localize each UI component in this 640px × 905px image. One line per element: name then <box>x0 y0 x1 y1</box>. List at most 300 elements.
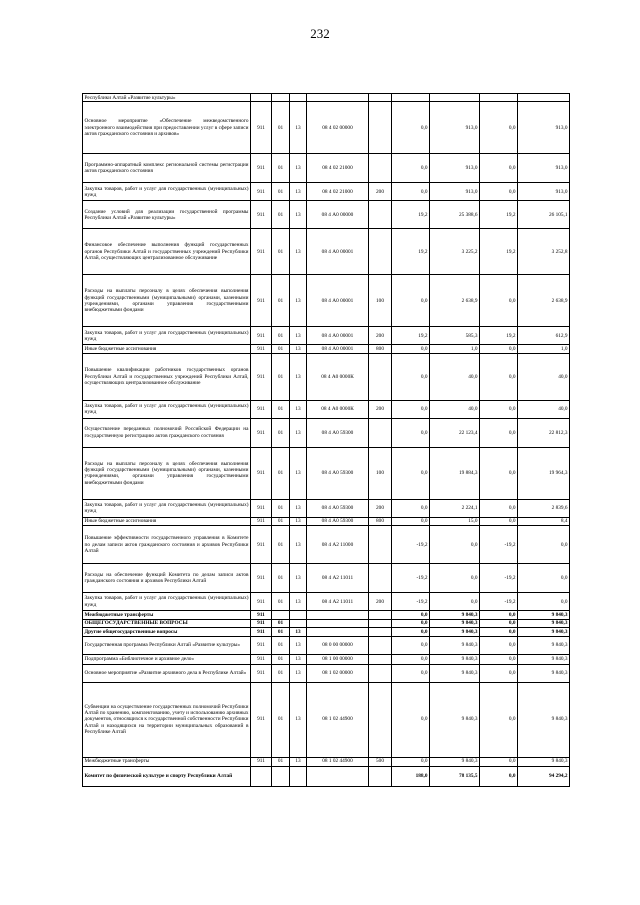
subsection-code-cell: 13 <box>290 229 307 275</box>
target-article-cell: 08 4 02 21000 <box>307 183 369 201</box>
subsection-code-cell: 13 <box>290 517 307 525</box>
target-article-cell: 08 4 А2 11011 <box>307 564 369 593</box>
amount-4-cell: 1,0 <box>518 345 570 353</box>
amount-1-cell <box>392 94 430 102</box>
section-code-cell: 01 <box>272 102 290 154</box>
amount-4-cell: 612,9 <box>518 327 570 345</box>
amount-3-cell: -19,2 <box>480 564 518 593</box>
target-article-cell: 08 4 А0 00001 <box>307 275 369 327</box>
target-article-cell: 08 1 00 00000 <box>307 654 369 664</box>
target-article-cell: 08 4 02 21000 <box>307 154 369 183</box>
grbs-code-cell: 911 <box>251 564 272 593</box>
amount-2-cell: 0,0 <box>430 526 480 564</box>
grbs-code-cell <box>251 766 272 786</box>
amount-4-cell: 19 964,3 <box>518 447 570 499</box>
section-code-cell <box>272 766 290 786</box>
table-row <box>83 682 570 757</box>
section-code-cell: 01 <box>272 229 290 275</box>
section-code-cell: 01 <box>272 353 290 400</box>
section-code-cell: 01 <box>272 183 290 201</box>
subsection-code-cell: 13 <box>290 628 307 636</box>
target-article-cell: 08 1 02 00000 <box>307 664 369 682</box>
subsection-code-cell: 13 <box>290 664 307 682</box>
amount-1-cell: 0,0 <box>392 628 430 636</box>
amount-2-cell: 585,3 <box>430 327 480 345</box>
table-row <box>83 345 570 353</box>
subsection-code-cell: 13 <box>290 353 307 400</box>
amount-3-cell: 19,2 <box>480 229 518 275</box>
target-article-cell: 08 4 А0 59300 <box>307 418 369 447</box>
amount-4-cell: 9 840,3 <box>518 664 570 682</box>
amount-1-cell: 0,0 <box>392 418 430 447</box>
row-name-cell: Финансовое обеспечение выполнения функций государственных органов Республики Алтай и государственных учреждений Республики Алтай, осуществляющих централизованное обслуживание <box>83 229 251 275</box>
amount-2-cell: 1,0 <box>430 345 480 353</box>
amount-1-cell: 0,0 <box>392 682 430 757</box>
amount-3-cell: 0,0 <box>480 154 518 183</box>
amount-4-cell: 8,4 <box>518 517 570 525</box>
table-row <box>83 275 570 327</box>
section-code-cell: 01 <box>272 275 290 327</box>
amount-2-cell: 25 388,6 <box>430 201 480 229</box>
amount-4-cell: 2 839,6 <box>518 499 570 517</box>
expense-type-cell: 800 <box>369 345 392 353</box>
amount-2-cell: 15,0 <box>430 517 480 525</box>
amount-3-cell: 0,0 <box>480 499 518 517</box>
expense-type-cell <box>369 154 392 183</box>
grbs-code-cell: 911 <box>251 682 272 757</box>
row-name-cell: Основное мероприятие «Обеспечение межведомственного электронного взаимодействия при предоставлении услуг в сфере записи актов гражданского состояния и архивов» <box>83 102 251 154</box>
grbs-code-cell: 911 <box>251 201 272 229</box>
amount-3-cell: 0,0 <box>480 682 518 757</box>
amount-2-cell: 9 840,3 <box>430 757 480 766</box>
expense-type-cell <box>369 418 392 447</box>
section-code-cell: 01 <box>272 400 290 418</box>
expense-type-cell: 100 <box>369 447 392 499</box>
section-code-cell: 01 <box>272 628 290 636</box>
amount-4-cell: 913,0 <box>518 102 570 154</box>
section-code-cell <box>272 611 290 619</box>
row-name-cell: Повышение эффективности государственного управления в Комитете по делам записи актов гражданского состояния и архивов Республики Алтай <box>83 526 251 564</box>
table-row <box>83 766 570 786</box>
row-name-cell: Программно-аппаратный комплекс региональной системы регистрации актов гражданского состояния <box>83 154 251 183</box>
amount-3-cell: 0,0 <box>480 766 518 786</box>
target-article-cell <box>307 766 369 786</box>
amount-1-cell: 0,0 <box>392 345 430 353</box>
expense-type-cell: 200 <box>369 183 392 201</box>
table-row <box>83 353 570 400</box>
section-code-cell: 01 <box>272 201 290 229</box>
page-number: 232 <box>310 26 330 41</box>
subsection-code-cell <box>290 611 307 619</box>
expense-type-cell: 200 <box>369 327 392 345</box>
amount-2-cell: 9 840,3 <box>430 619 480 627</box>
subsection-code-cell: 13 <box>290 183 307 201</box>
target-article-cell: 08 1 02 44900 <box>307 682 369 757</box>
section-code-cell: 01 <box>272 757 290 766</box>
subsection-code-cell <box>290 619 307 627</box>
row-name-cell: Подпрограмма «Библиотечное и архивное дело» <box>83 654 251 664</box>
subsection-code-cell <box>290 766 307 786</box>
amount-4-cell: 3 252,8 <box>518 229 570 275</box>
grbs-code-cell: 911 <box>251 593 272 611</box>
target-article-cell: 08 1 02 44900 <box>307 757 369 766</box>
row-name-cell: Расходы на выплаты персоналу в целях обеспечения выполнения функций государственными (муниципальными) органами, казенными учреждениями, органами управления государственными внебюджетными фондами <box>83 447 251 499</box>
amount-3-cell: 0,0 <box>480 664 518 682</box>
table-row <box>83 526 570 564</box>
target-article-cell: 08 4 А0 59300 <box>307 517 369 525</box>
amount-2-cell: 9 840,3 <box>430 611 480 619</box>
amount-3-cell: 0,0 <box>480 517 518 525</box>
expense-type-cell <box>369 611 392 619</box>
amount-4-cell: 22 812,3 <box>518 418 570 447</box>
amount-2-cell: 9 840,3 <box>430 654 480 664</box>
amount-3-cell: 0,0 <box>480 619 518 627</box>
amount-3-cell: 0,0 <box>480 654 518 664</box>
amount-3-cell: 0,0 <box>480 628 518 636</box>
table-row <box>83 757 570 766</box>
section-code-cell: 01 <box>272 499 290 517</box>
expense-type-cell <box>369 682 392 757</box>
amount-1-cell: 188,0 <box>392 766 430 786</box>
amount-4-cell: 40,0 <box>518 353 570 400</box>
section-code-cell: 01 <box>272 664 290 682</box>
table-row <box>83 447 570 499</box>
expense-type-cell: 200 <box>369 400 392 418</box>
amount-2-cell: 78 135,5 <box>430 766 480 786</box>
grbs-code-cell: 911 <box>251 664 272 682</box>
target-article-cell: 08 4 02 00000 <box>307 102 369 154</box>
grbs-code-cell: 911 <box>251 418 272 447</box>
grbs-code-cell: 911 <box>251 183 272 201</box>
table-row <box>83 400 570 418</box>
row-name-cell: Иные бюджетные ассигнования <box>83 345 251 353</box>
amount-1-cell: 0,0 <box>392 499 430 517</box>
grbs-code-cell: 911 <box>251 654 272 664</box>
amount-4-cell: 9 840,3 <box>518 611 570 619</box>
table-row <box>83 654 570 664</box>
table-row <box>83 154 570 183</box>
section-code-cell: 01 <box>272 564 290 593</box>
amount-4-cell: 913,0 <box>518 154 570 183</box>
expense-type-cell <box>369 564 392 593</box>
expense-type-cell <box>369 94 392 102</box>
expense-type-cell: 100 <box>369 275 392 327</box>
amount-1-cell: 0,0 <box>392 275 430 327</box>
grbs-code-cell: 911 <box>251 757 272 766</box>
amount-3-cell: 0,0 <box>480 611 518 619</box>
row-name-cell: Закупка товаров, работ и услуг для государственных (муниципальных) нужд <box>83 183 251 201</box>
subsection-code-cell: 13 <box>290 154 307 183</box>
row-name-cell: Субвенции на осуществление государственных полномочий Республики Алтай по хранению, комплектованию, учету и использованию архивных документов, относящихся к государственной собственности Республики Алтай и находящихся на территории муниципальных образований в Республике Алтай <box>83 682 251 757</box>
amount-4-cell: 9 840,3 <box>518 654 570 664</box>
table-row <box>83 619 570 627</box>
grbs-code-cell: 911 <box>251 154 272 183</box>
target-article-cell: 08 4 А0 0000К <box>307 400 369 418</box>
table-row <box>83 628 570 636</box>
section-code-cell <box>272 94 290 102</box>
row-name-cell: Межбюджетные трансферты <box>83 757 251 766</box>
table-row <box>83 229 570 275</box>
table-row <box>83 593 570 611</box>
amount-2-cell: 9 840,3 <box>430 682 480 757</box>
grbs-code-cell: 911 <box>251 611 272 619</box>
expense-type-cell <box>369 201 392 229</box>
subsection-code-cell: 13 <box>290 564 307 593</box>
amount-3-cell: 0,0 <box>480 418 518 447</box>
table-row <box>83 94 570 102</box>
section-code-cell: 01 <box>272 636 290 654</box>
amount-2-cell: 0,0 <box>430 593 480 611</box>
grbs-code-cell: 911 <box>251 327 272 345</box>
subsection-code-cell: 13 <box>290 447 307 499</box>
amount-2-cell: 0,0 <box>430 564 480 593</box>
grbs-code-cell: 911 <box>251 619 272 627</box>
subsection-code-cell: 13 <box>290 757 307 766</box>
row-name-cell: Закупка товаров, работ и услуг для государственных (муниципальных) нужд <box>83 327 251 345</box>
amount-4-cell: 9 840,3 <box>518 636 570 654</box>
subsection-code-cell: 13 <box>290 345 307 353</box>
section-code-cell: 01 <box>272 345 290 353</box>
amount-4-cell: 9 840,3 <box>518 628 570 636</box>
section-code-cell: 01 <box>272 593 290 611</box>
amount-4-cell: 9 840,3 <box>518 682 570 757</box>
amount-2-cell: 40,0 <box>430 353 480 400</box>
amount-3-cell: -19,2 <box>480 526 518 564</box>
subsection-code-cell: 13 <box>290 682 307 757</box>
row-name-cell: Межбюджетные трансферты <box>83 611 251 619</box>
table-row <box>83 418 570 447</box>
target-article-cell: 08 4 А2 11011 <box>307 593 369 611</box>
subsection-code-cell: 13 <box>290 499 307 517</box>
grbs-code-cell: 911 <box>251 345 272 353</box>
target-article-cell: 08 4 А0 00001 <box>307 229 369 275</box>
section-code-cell: 01 <box>272 654 290 664</box>
target-article-cell <box>307 628 369 636</box>
expense-type-cell <box>369 619 392 627</box>
amount-1-cell: 0,0 <box>392 517 430 525</box>
target-article-cell: 08 4 А0 00001 <box>307 345 369 353</box>
amount-2-cell: 9 840,3 <box>430 628 480 636</box>
table-row <box>83 636 570 654</box>
grbs-code-cell: 911 <box>251 636 272 654</box>
grbs-code-cell: 911 <box>251 353 272 400</box>
grbs-code-cell <box>251 94 272 102</box>
amount-1-cell: 0,0 <box>392 757 430 766</box>
subsection-code-cell: 13 <box>290 593 307 611</box>
table-row <box>83 201 570 229</box>
subsection-code-cell: 13 <box>290 327 307 345</box>
subsection-code-cell: 13 <box>290 636 307 654</box>
row-name-cell: Другие общегосударственные вопросы <box>83 628 251 636</box>
table-row <box>83 327 570 345</box>
amount-3-cell: 0,0 <box>480 757 518 766</box>
amount-1-cell: -19,2 <box>392 564 430 593</box>
expense-type-cell <box>369 664 392 682</box>
target-article-cell: 08 4 А2 11000 <box>307 526 369 564</box>
expense-type-cell <box>369 636 392 654</box>
grbs-code-cell: 911 <box>251 628 272 636</box>
amount-2-cell: 913,0 <box>430 154 480 183</box>
expense-type-cell: 800 <box>369 517 392 525</box>
amount-2-cell: 40,0 <box>430 400 480 418</box>
amount-2-cell: 19 884,3 <box>430 447 480 499</box>
section-code-cell: 01 <box>272 517 290 525</box>
grbs-code-cell: 911 <box>251 400 272 418</box>
amount-1-cell: 19,2 <box>392 229 430 275</box>
amount-4-cell: 0,0 <box>518 564 570 593</box>
amount-3-cell: -19,2 <box>480 593 518 611</box>
expense-type-cell <box>369 654 392 664</box>
amount-4-cell: 913,0 <box>518 183 570 201</box>
subsection-code-cell: 13 <box>290 201 307 229</box>
row-name-cell: Комитет по физической культуре и спорту Республики Алтай <box>83 766 251 786</box>
expense-type-cell: 500 <box>369 757 392 766</box>
row-name-cell: Республики Алтай «Развитие культуры» <box>83 94 251 102</box>
amount-3-cell: 0,0 <box>480 183 518 201</box>
table-row <box>83 102 570 154</box>
table-row <box>83 517 570 525</box>
target-article-cell <box>307 619 369 627</box>
amount-2-cell: 2 638,9 <box>430 275 480 327</box>
amount-2-cell: 913,0 <box>430 183 480 201</box>
row-name-cell: Повышение квалификации работников государственных органов Республики Алтай и государственных учреждений Республики Алтай, осуществляющих централизованное обслуживание <box>83 353 251 400</box>
amount-1-cell: -19,2 <box>392 526 430 564</box>
target-article-cell: 08 4 А0 59300 <box>307 499 369 517</box>
amount-3-cell: 0,0 <box>480 636 518 654</box>
amount-2-cell: 3 225,2 <box>430 229 480 275</box>
grbs-code-cell: 911 <box>251 229 272 275</box>
table-row <box>83 499 570 517</box>
amount-2-cell: 9 840,3 <box>430 636 480 654</box>
amount-3-cell: 0,0 <box>480 102 518 154</box>
subsection-code-cell: 13 <box>290 102 307 154</box>
row-name-cell: Иные бюджетные ассигнования <box>83 517 251 525</box>
amount-1-cell: -19,2 <box>392 593 430 611</box>
amount-4-cell: 0,0 <box>518 526 570 564</box>
amount-1-cell: 0,0 <box>392 183 430 201</box>
section-code-cell: 01 <box>272 526 290 564</box>
expense-type-cell <box>369 526 392 564</box>
subsection-code-cell: 13 <box>290 275 307 327</box>
expense-type-cell <box>369 766 392 786</box>
amount-3-cell: 0,0 <box>480 400 518 418</box>
amount-1-cell: 19,2 <box>392 201 430 229</box>
expense-type-cell <box>369 628 392 636</box>
amount-1-cell: 0,0 <box>392 611 430 619</box>
target-article-cell <box>307 611 369 619</box>
subsection-code-cell: 13 <box>290 526 307 564</box>
amount-1-cell: 0,0 <box>392 619 430 627</box>
amount-4-cell: 26 105,1 <box>518 201 570 229</box>
amount-3-cell: 19,2 <box>480 327 518 345</box>
amount-4-cell: 40,0 <box>518 400 570 418</box>
amount-4-cell: 2 638,9 <box>518 275 570 327</box>
amount-4-cell: 94 294,2 <box>518 766 570 786</box>
amount-4-cell: 9 840,3 <box>518 619 570 627</box>
target-article-cell: 08 4 А0 00001 <box>307 327 369 345</box>
amount-1-cell: 0,0 <box>392 102 430 154</box>
amount-2-cell: 9 840,3 <box>430 664 480 682</box>
expense-type-cell <box>369 353 392 400</box>
grbs-code-cell: 911 <box>251 447 272 499</box>
amount-1-cell: 0,0 <box>392 636 430 654</box>
table-row <box>83 611 570 619</box>
section-code-cell: 01 <box>272 447 290 499</box>
row-name-cell: Основное мероприятие «Развитие архивного дела в Республике Алтай» <box>83 664 251 682</box>
target-article-cell: 08 4 А0 59300 <box>307 447 369 499</box>
grbs-code-cell: 911 <box>251 102 272 154</box>
expense-type-cell: 200 <box>369 499 392 517</box>
amount-3-cell <box>480 94 518 102</box>
row-name-cell: Государственная программа Республики Алтай «Развитие культуры» <box>83 636 251 654</box>
subsection-code-cell: 13 <box>290 654 307 664</box>
grbs-code-cell: 911 <box>251 517 272 525</box>
amount-1-cell: 0,0 <box>392 400 430 418</box>
row-name-cell: ОБЩЕГОСУДАРСТВЕННЫЕ ВОПРОСЫ <box>83 619 251 627</box>
amount-3-cell: 19,2 <box>480 201 518 229</box>
amount-4-cell: 0,0 <box>518 593 570 611</box>
amount-1-cell: 0,0 <box>392 664 430 682</box>
row-name-cell: Закупка товаров, работ и услуг для государственных (муниципальных) нужд <box>83 593 251 611</box>
amount-2-cell: 913,0 <box>430 102 480 154</box>
grbs-code-cell: 911 <box>251 499 272 517</box>
table-row <box>83 664 570 682</box>
expense-type-cell: 200 <box>369 593 392 611</box>
amount-2-cell <box>430 94 480 102</box>
row-name-cell: Осуществление переданных полномочий Российской Федерации на государственную регистрацию актов гражданского состояния <box>83 418 251 447</box>
target-article-cell <box>307 94 369 102</box>
expense-type-cell <box>369 229 392 275</box>
table-row <box>83 564 570 593</box>
table-body <box>83 94 570 787</box>
section-code-cell: 01 <box>272 418 290 447</box>
amount-3-cell: 0,0 <box>480 345 518 353</box>
amount-1-cell: 0,0 <box>392 447 430 499</box>
row-name-cell: Создание условий для реализации государственной программы Республики Алтай «Развитие культуры» <box>83 201 251 229</box>
amount-1-cell: 19,2 <box>392 327 430 345</box>
row-name-cell: Закупка товаров, работ и услуг для государственных (муниципальных) нужд <box>83 499 251 517</box>
row-name-cell: Закупка товаров, работ и услуг для государственных (муниципальных) нужд <box>83 400 251 418</box>
target-article-cell: 08 4 А0 00000 <box>307 201 369 229</box>
section-code-cell: 01 <box>272 619 290 627</box>
row-name-cell: Расходы на выплаты персоналу в целях обеспечения выполнения функций государственными (муниципальными) органами, казенными учреждениями, органами управления государственными внебюджетными фондами <box>83 275 251 327</box>
amount-4-cell: 9 840,3 <box>518 757 570 766</box>
budget-table <box>82 93 570 787</box>
subsection-code-cell: 13 <box>290 400 307 418</box>
section-code-cell: 01 <box>272 682 290 757</box>
amount-1-cell: 0,0 <box>392 654 430 664</box>
subsection-code-cell <box>290 94 307 102</box>
amount-4-cell <box>518 94 570 102</box>
amount-2-cell: 2 224,1 <box>430 499 480 517</box>
row-name-cell: Расходы на обеспечение функций Комитета по делам записи актов гражданского состояния и архивов Республики Алтай <box>83 564 251 593</box>
section-code-cell: 01 <box>272 154 290 183</box>
amount-3-cell: 0,0 <box>480 353 518 400</box>
grbs-code-cell: 911 <box>251 275 272 327</box>
target-article-cell: 08 0 00 00000 <box>307 636 369 654</box>
amount-3-cell: 0,0 <box>480 275 518 327</box>
grbs-code-cell: 911 <box>251 526 272 564</box>
table-row <box>83 183 570 201</box>
amount-3-cell: 0,0 <box>480 447 518 499</box>
target-article-cell: 08 4 А0 0000К <box>307 353 369 400</box>
expense-type-cell <box>369 102 392 154</box>
amount-2-cell: 22 123,4 <box>430 418 480 447</box>
section-code-cell: 01 <box>272 327 290 345</box>
amount-1-cell: 0,0 <box>392 353 430 400</box>
subsection-code-cell: 13 <box>290 418 307 447</box>
amount-1-cell: 0,0 <box>392 154 430 183</box>
